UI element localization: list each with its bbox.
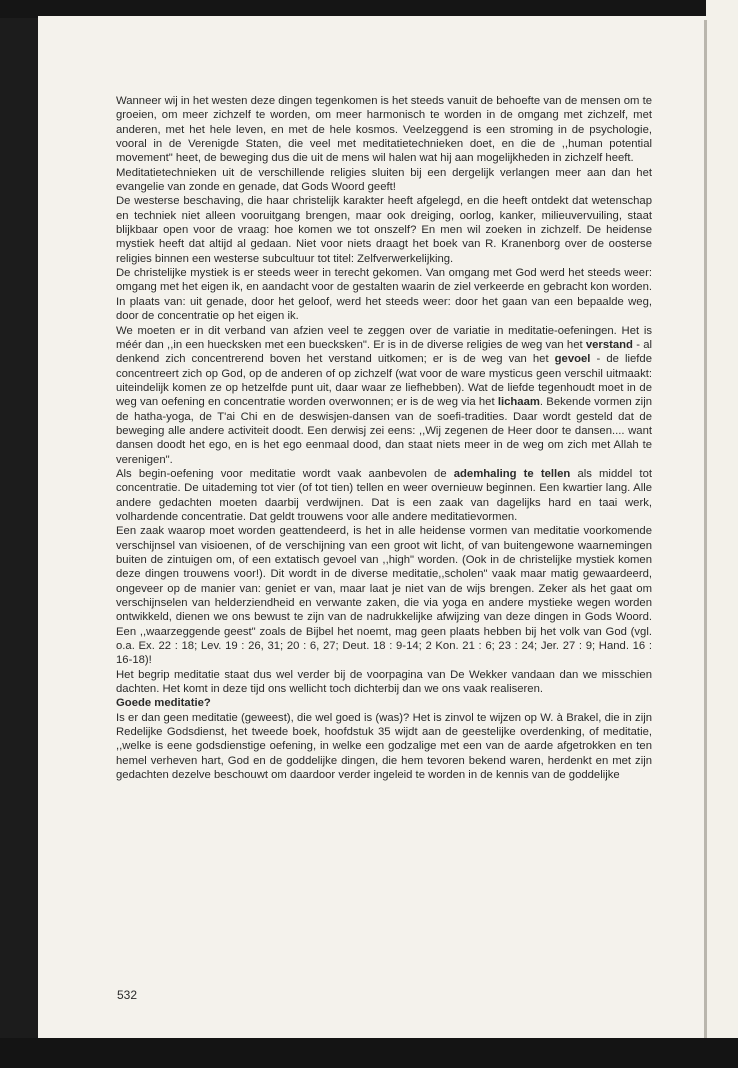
paragraph: Meditatietechnieken uit de verschillende religies sluiten bij een dergelijk verlangen meer aan dan het evangelie van zonde en genade, dat Gods Woord geeft! [116, 166, 652, 194]
paragraph: We moeten er in dit verband van afzien veel te zeggen over de variatie in meditatie-oefeningen. Het is méér dan ,,in een huecksken met een buecksken". Er is in de diverse religies de weg van het verstand - al denkend zich concentrerend boven het verstand uitkomen; er is de weg van het gevoel - de liefde concentreert zich op God, op de anderen of op zichzelf (wat voor de ware mysticus geen verschil uitmaakt: uiteindelijk komen ze op hetzelfde punt uit, daar waar ze liefhebben). Wat de liefde tegenhoudt moet in de weg van oefening en concentratie worden overwonnen; er is de weg via het lichaam. Bekende vormen zijn de hatha-yoga, de T'ai Chi en de deswisjen-dansen van de soefi-tradities. Daar wordt gesteld dat de beweging alle andere activiteit doodt. Een derwisj zei eens: ,,Wij zegenen de Heer door te dansen.... want dansen doodt het ego, en is het ego eenmaal dood, dan staat niets meer in de weg om zich met Allah te verenigen". [116, 324, 652, 466]
facing-page-edge [706, 0, 738, 1068]
paragraph: De christelijke mystiek is er steeds weer in terecht gekomen. Van omgang met God werd het steeds weer: omgang met het eigen ik, en aandacht voor de gestalten waarin de ziel verkeerde en gebracht kon worden. In plaats van: uit genade, door het geloof, werd het steeds weer: door het gaan van een bepaalde weg, door de concentratie op het eigen ik. [116, 267, 652, 323]
paragraph: Is er dan geen meditatie (geweest), die wel goed is (was)? Het is zinvol te wijzen op W. à Brakel, die in zijn Redelijke Godsdienst, het tweede boek, hoofdstuk 35 wijdt aan de geestelijke overdenking, of meditatie, ,,welke is eene godsdienstige oefening, in welke een godzalige met een van de aarde afgetrokken en ten hemel verheven hart, God en de goddelijke dingen, die hem tevoren bekend waren, herdenkt en met zijn gedachten dezelve beschouwt om daardoor verder ingeleid te worden in de kennis van de goddelijke [116, 711, 652, 782]
body-text [116, 94, 652, 783]
emphasis: lichaam [497, 396, 540, 409]
emphasis: verstand [585, 338, 633, 351]
emphasis: gevoel [554, 353, 591, 366]
paragraph: Het begrip meditatie staat dus wel verder bij de voorpagina van De Wekker vandaan dan we misschien dachten. Het komt in deze tijd ons wellicht toch dichterbij dan we ons vaak realiseren. [116, 668, 652, 696]
emphasis: ademhaling te tellen [453, 467, 571, 480]
paragraph: Wanneer wij in het westen deze dingen tegenkomen is het steeds vanuit de behoefte van de mensen om te groeien, om meer zichzelf te worden, om meer harmonisch te worden in de omgang met zichzelf, met anderen, met het hele leven, en met de hele kosmos. Veelzeggend is een stroming in de psychologie, vooral in de Verenigde Staten, die veel met meditatietechnieken doet, en die de ,,human potential movement" heet, de beweging dus die uit de mens wil halen wat hij aan mogelijkheden in zichzelf heeft. [116, 95, 652, 165]
page-gutter-shadow [704, 20, 707, 1040]
page-number: 532 [117, 988, 138, 1002]
scan-border-bottom [0, 1038, 738, 1068]
paragraph: Een zaak waarop moet worden geattendeerd, is het in alle heidense vormen van meditatie voorkomende verschijnsel van visioenen, of de verschijning van een groot wit licht, of van buitengewone waarnemingen buiten de zintuigen om, of een extatisch gevoel van ,,high" worden. (Ook in de christelijke mystiek komen deze dingen trouwens voor!). Dit wordt in de diverse meditatie,,scholen" vaak maar matig gewaardeerd, ongeveer op de manier van: geniet er van, maar laat je niet van de wijs brengen. Zeker als het gaat om verschijnselen van helderziendheid en verwante zaken, die via yoga en andere mystieke wegen worden ontwikkeld, dienen we ons bewust te zijn van de nadrukkelijke afwijzing van deze dingen in Gods Woord. Een ,,waarzeggende geest" zoals de Bijbel het noemt, mag geen plaats hebben bij het volk van God (vgl. o.a. Ex. 22 : 18; Lev. 19 : 26, 31; 20 : 6, 27; Deut. 18 : 9-14; 2 Kon. 21 : 6; 23 : 24; Jer. 27 : 9; Hand. 16 : 16-18)! [116, 525, 652, 667]
section-heading: Goede meditatie? [116, 697, 211, 710]
paragraph: Als begin-oefening voor meditatie wordt vaak aanbevolen de ademhaling te tellen als middel tot concentratie. De uitademing tot vier (of tot tien) tellen en weer overnieuw beginnen. Een kwartier lang. Alle andere gedachten moeten daarbij verdwijnen. Dat is een zaak van dagelijks hard en taai werk, volhardende concentratie. Dat geldt trouwens voor alle andere meditatievormen. [116, 467, 652, 523]
paragraph: De westerse beschaving, die haar christelijk karakter heeft afgelegd, en die heeft ontdekt dat wetenschap en techniek niet alleen vooruitgang brengen, maar ook dreiging, oorlog, kanker, milieuvervuiling, staat blijkbaar open voor de vraag: hoe komen we tot onszelf? En men wil zoeken in zichzelf. De heidense mystiek heeft dat altijd al gedaan. Niet voor niets draagt het boek van R. Kranenborg over de oosterse religies binnen een westerse subcultuur tot titel: Zelfverwerkelijking. [116, 195, 652, 265]
